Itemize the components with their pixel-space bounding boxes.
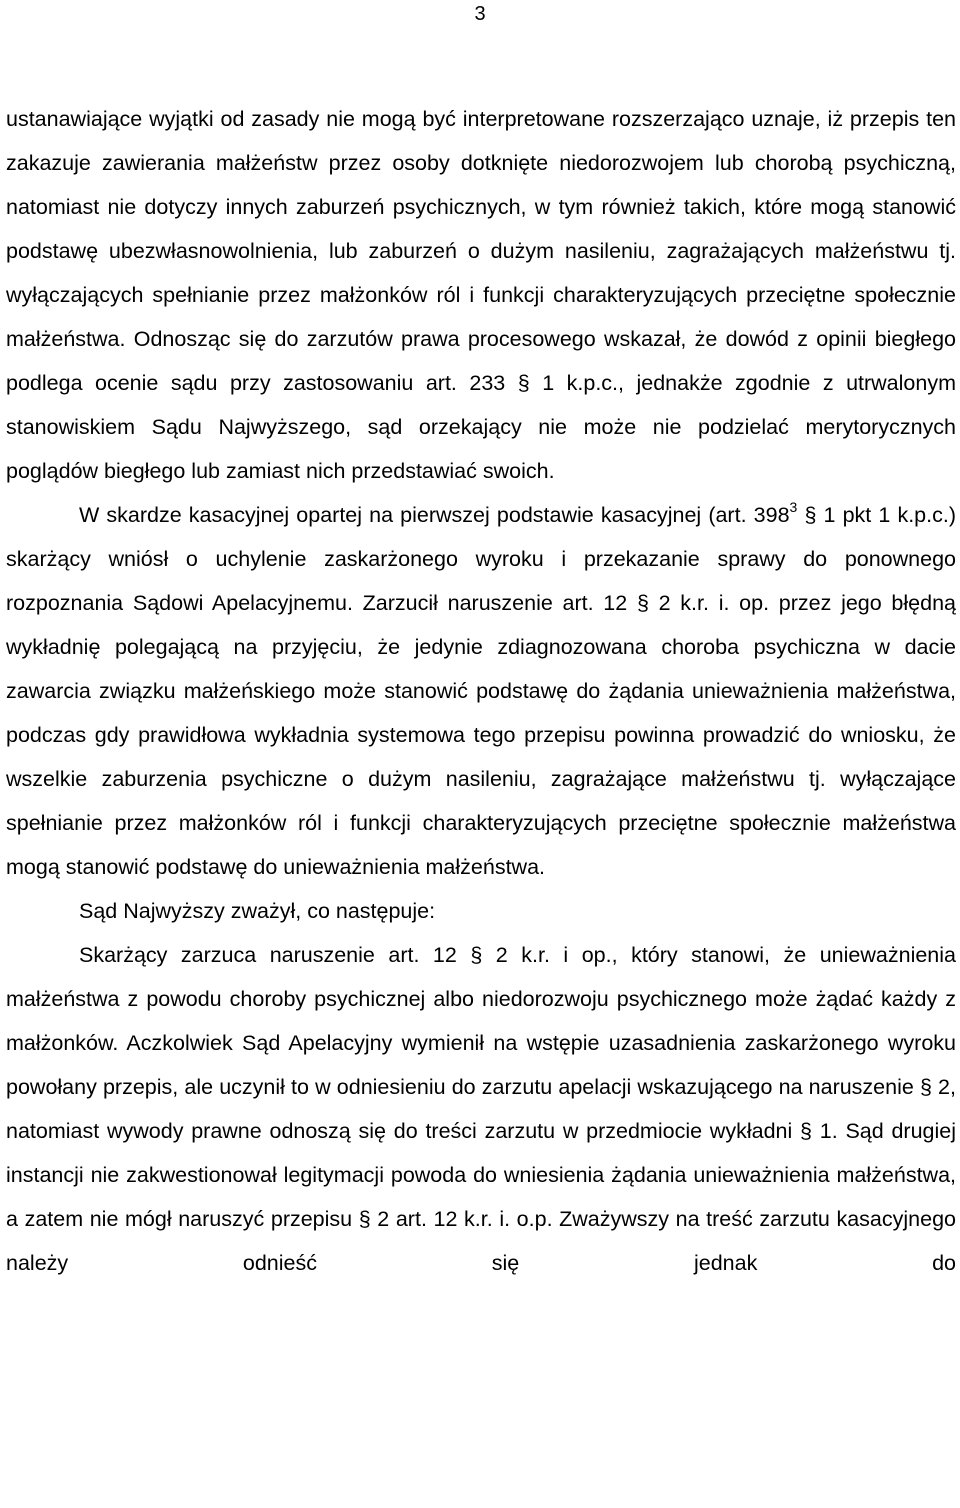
paragraph-2 (6, 493, 956, 889)
paragraph-2-text-start: W skardze kasacyjnej opartej na pierwszej podstawie kasacyjnej (art. 398 (79, 503, 790, 527)
paragraph-3: Sąd Najwyższy zważył, co następuje: (79, 899, 436, 923)
page-number: 3 (474, 3, 486, 25)
paragraph-1: ustanawiające wyjątki od zasady nie mogą być interpretowane rozszerzająco uznaje, iż przepis ten zakazuje zawierania małżeństw przez osoby dotknięte niedorozwojem lub chorobą psychiczną, natomiast nie dotyczy innych zaburzeń psychicznych, w tym również takich, które mogą stanowić podstawę ubezwłasnowolnienia, lub zaburzeń o dużym nasileniu, zagrażających małżeństwu tj. wyłączających spełnianie przez małżonków ról i funkcji charakteryzujących przeciętne społecznie małżeństwa. Odnosząc się do zarzutów prawa procesowego wskazał, że dowód z opinii biegłego podlega ocenie sądu przy zastosowaniu art. 233 § 1 k.p.c., jednakże zgodnie z utrwalonym stanowiskiem Sądu Najwyższego, sąd orzekający nie może nie podzielać merytorycznych poglądów biegłego lub zamiast nich przedstawiać swoich. (6, 107, 956, 483)
paragraph-2-text-end: § 1 pkt 1 k.p.c.) skarżący wniósł o uchylenie zaskarżonego wyroku i przekazanie sprawy do ponownego rozpoznania Sądowi Apelacyjnemu. Zarzucił naruszenie art. 12 § 2 k.r. i. op. przez jego błędną wykładnię polegającą na przyjęciu, że jedynie zdiagnozowana choroba psychiczna w dacie zawarcia związku małżeńskiego może stanowić podstawę do żądania unieważnienia małżeństwa, podczas gdy prawidłowa wykładnia systemowa tego przepisu powinna prowadzić do wniosku, że wszelkie zaburzenia psychiczne o dużym nasileniu, zagrażające małżeństwu tj. wyłączające spełnianie przez małżonków ról i funkcji charakteryzujących przeciętne społecznie małżeństwa mogą stanowić podstawę do unieważnienia małżeństwa. (6, 503, 956, 879)
paragraph-4: Skarżący zarzuca naruszenie art. 12 § 2 k.r. i op., który stanowi, że unieważnienia małżeństwa z powodu choroby psychicznej albo niedorozwoju psychicznego może żądać każdy z małżonków. Aczkolwiek Sąd Apelacyjny wymienił na wstępie uzasadnienia zaskarżonego wyroku powołany przepis, ale uczynił to w odniesieniu do zarzutu apelacji wskazującego na naruszenie § 2, natomiast wywody prawne odnoszą się do treści zarzutu w przedmiocie wykładni § 1. Sąd drugiej instancji nie zakwestionował legitymacji powoda do wniesienia żądania unieważnienia małżeństwa, a zatem nie mógł naruszyć przepisu § 2 art. 12 k.r. i. o.p. Zważywszy na treść zarzutu kasacyjnego należy odnieść się jednak do (6, 943, 956, 1275)
document-body (6, 97, 956, 1285)
superscript-3: 3 (789, 499, 798, 515)
